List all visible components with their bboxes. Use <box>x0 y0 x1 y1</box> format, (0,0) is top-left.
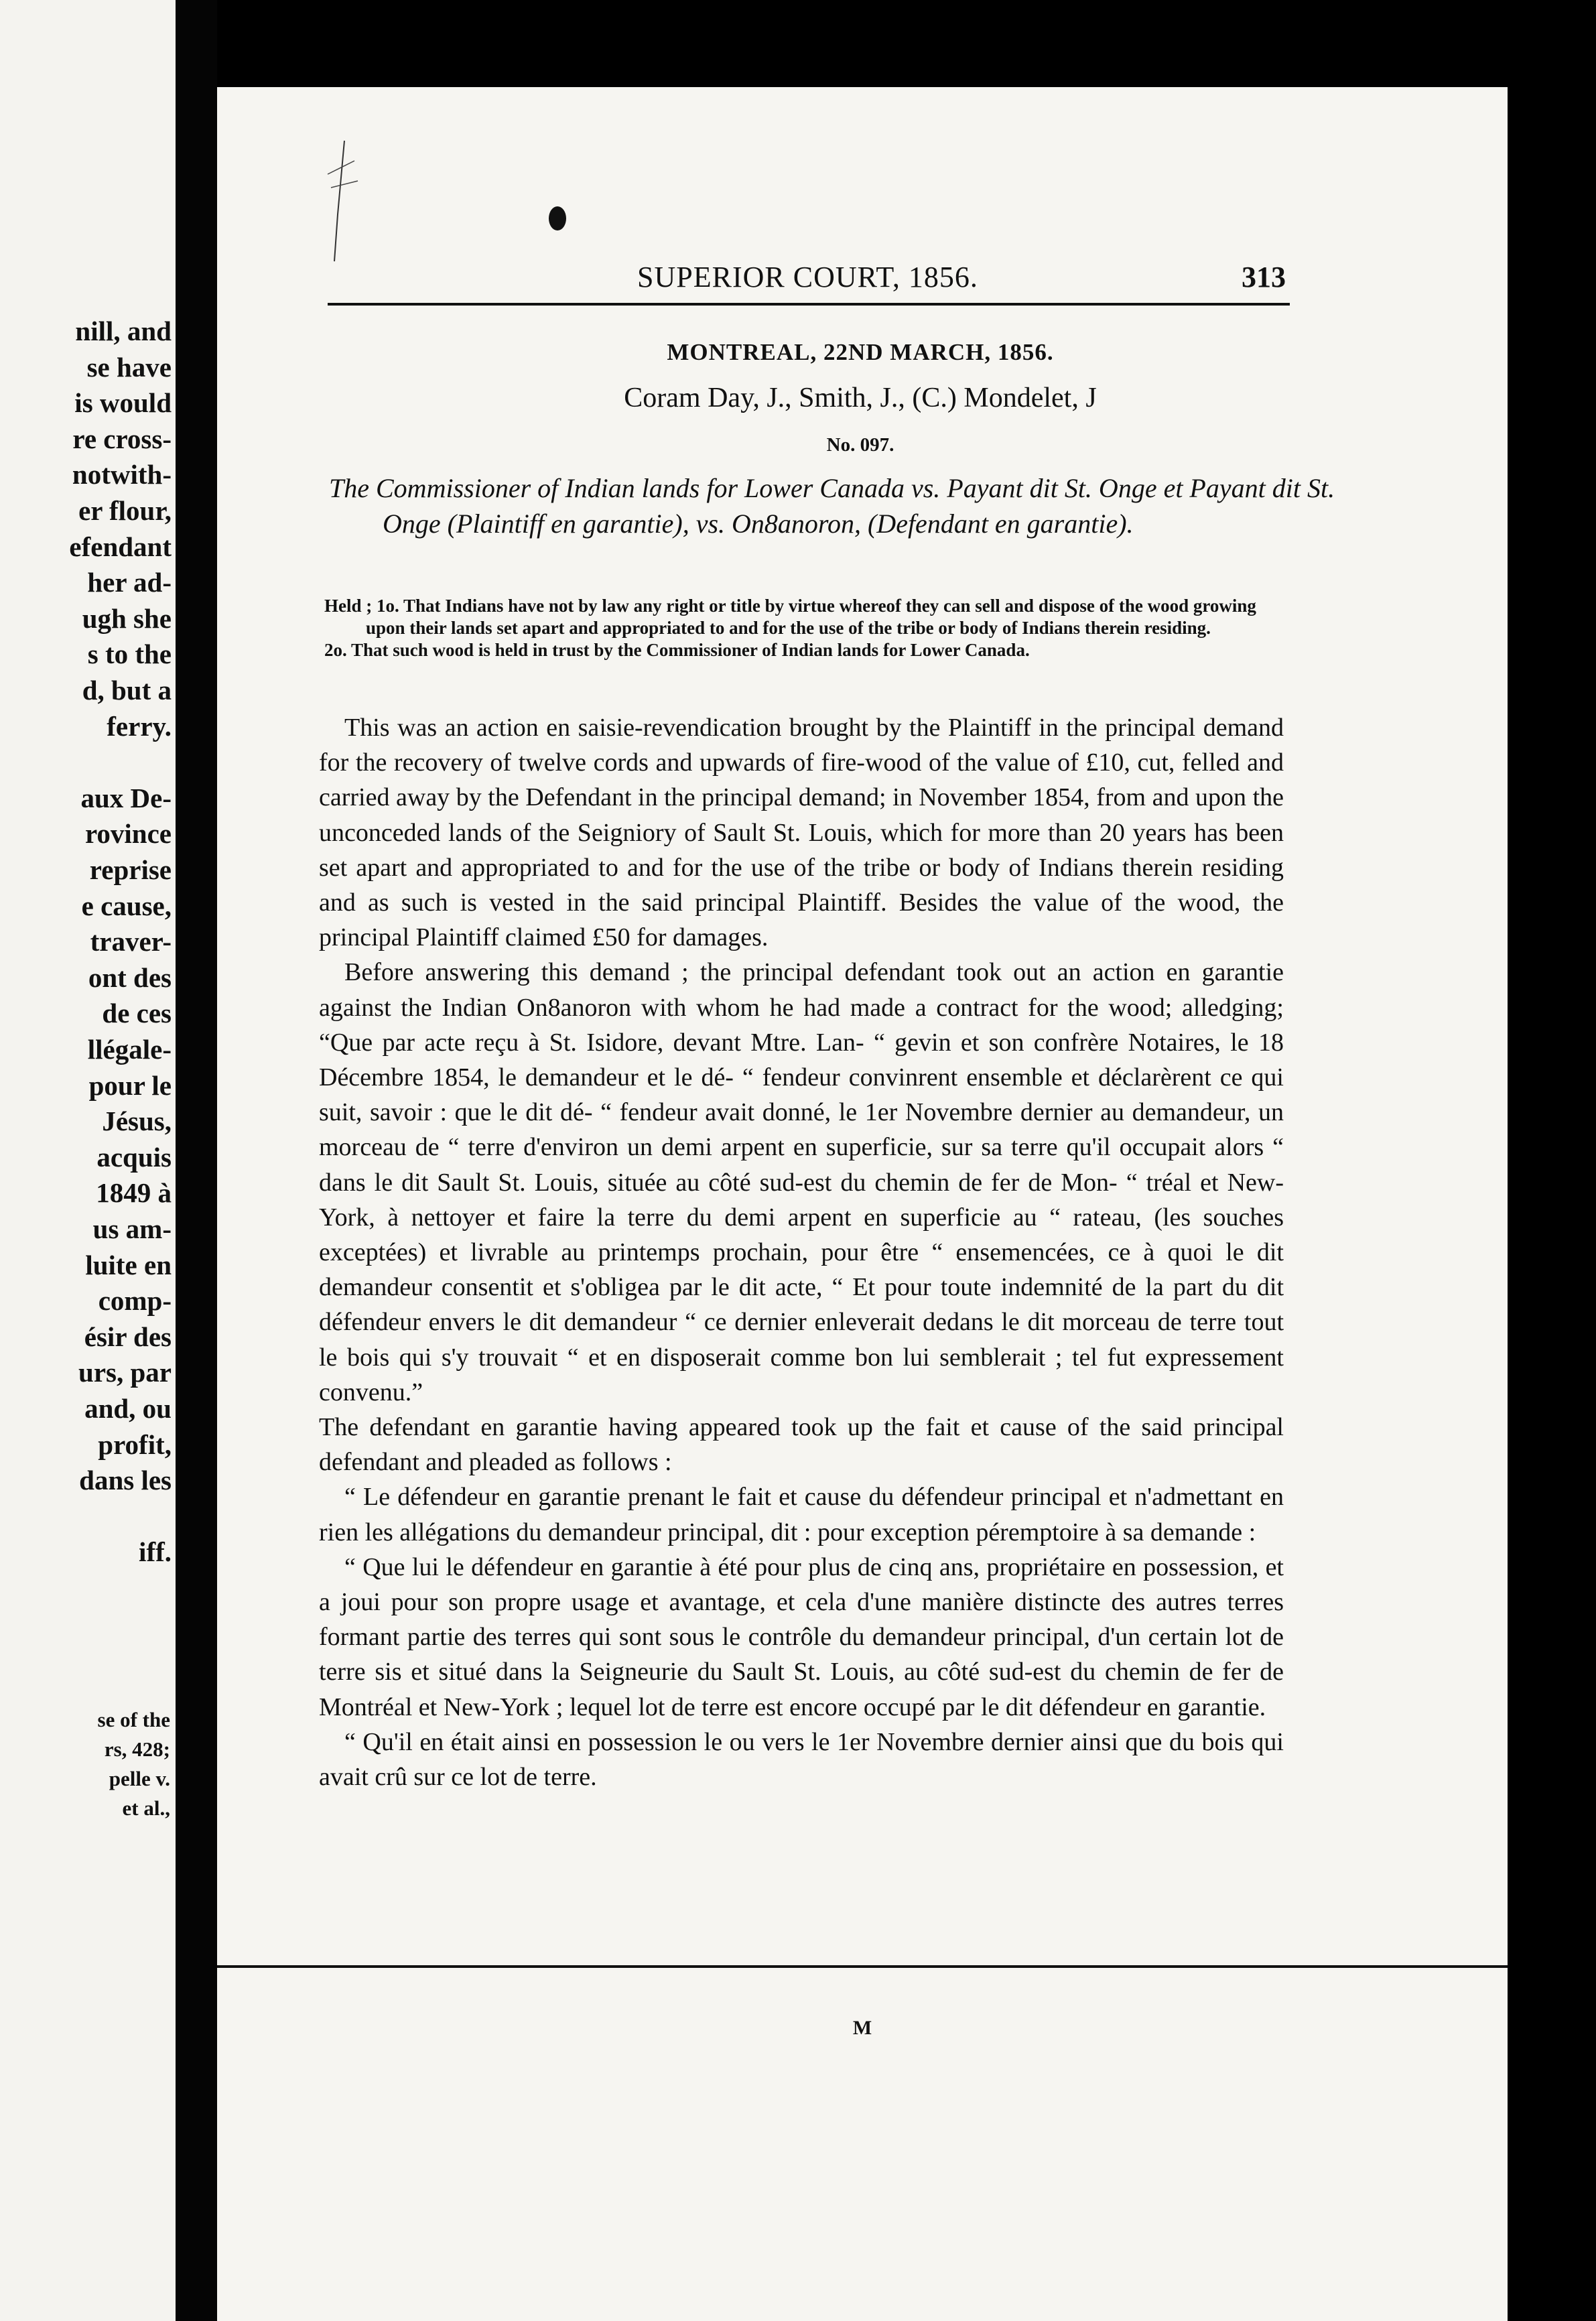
left-page-text-fragment: ont des <box>88 961 172 993</box>
case-title: The Commissioner of Indian lands for Lower Canada vs. Payant dit St. Onge et Payant dit St. Onge (Plaintiff en garantie), vs. On8anoron, (Defendant en garantie). <box>329 473 1335 539</box>
left-page-text-fragment: Jésus, <box>102 1106 172 1137</box>
bottom-rule <box>217 1965 1508 1968</box>
left-page-text-fragment: re cross- <box>72 423 172 454</box>
left-page-text-fragment: rovince <box>84 818 172 850</box>
left-page-footnote-fragment: et al., <box>122 1796 170 1820</box>
left-page-text-fragment: dans les <box>79 1465 172 1496</box>
left-page-text-fragment: iff. <box>139 1536 172 1568</box>
held-point-1: Held ; 1o. That Indians have not by law any right or title by virtue whereof they can sell and dispose of the wood growing upon their lands set apart and appropriated to and for the use of the tribe or body of Indians therein residing. <box>324 596 1256 638</box>
left-page-footnote-fragment: se of the <box>97 1708 170 1731</box>
left-page-text-fragment: d, but a <box>82 675 172 706</box>
left-page-text-fragment: us am- <box>92 1213 172 1244</box>
left-page-text-fragment: acquis <box>96 1141 172 1173</box>
left-page-text-fragment: profit, <box>98 1429 172 1460</box>
pencil-mark-icon <box>318 134 371 268</box>
left-page-text-fragment: ugh she <box>82 602 172 634</box>
left-page-text-fragment: e cause, <box>81 890 172 921</box>
page-gutter <box>176 0 217 2321</box>
held-headnote <box>324 595 1296 661</box>
held-point-2: 2o. That such wood is held in trust by the Commissioner of Indian lands for Lower Canada. <box>324 640 1030 660</box>
left-page-text-fragment: notwith- <box>72 459 172 490</box>
left-page-text-fragment: pour le <box>88 1069 172 1101</box>
left-page-fragment <box>0 0 176 2321</box>
scan-right-border <box>1508 0 1596 2321</box>
page-number: 313 <box>1242 261 1286 293</box>
left-page-footnote-fragment: rs, 428; <box>104 1737 170 1761</box>
paragraph: This was an action en saisie-revendication brought by the Plaintiff in the principal demand for the recovery of twelve cords and upwards of fire-wood of the value of £10, cut, felled and carried away by the Defendant in the principal demand; in November 1854, from and upon the unconceded lands of the Seigniory of Sault St. Louis, which for more than 20 years has been set apart and appropriated to and for the use of the tribe or body of Indians therein residing and as such is vested in the said principal Plaintiff. Besides the value of the wood, the principal Plaintiff claimed £50 for damages. <box>319 714 1284 952</box>
left-page-text-fragment: se have <box>86 351 172 383</box>
left-page-text-fragment: reprise <box>89 854 172 885</box>
document-page <box>217 87 1508 2321</box>
header-rule <box>328 303 1290 306</box>
left-page-footnote-fragment: pelle v. <box>109 1767 170 1790</box>
running-head <box>334 260 1286 295</box>
left-page-text-fragment: de ces <box>102 998 172 1029</box>
dateline: MONTREAL, 22ND MARCH, 1856. <box>667 339 1054 365</box>
left-page-text-fragment: aux De- <box>80 782 172 813</box>
left-page-text-fragment: traver- <box>90 926 172 957</box>
left-page-text-fragment: comp- <box>98 1285 172 1317</box>
scan-top-border <box>217 0 1508 87</box>
paragraph: Before answering this demand ; the principal defendant took out an action en garantie against the Indian On8anoron with whom he had made a contract for the wood; alledging; “Que par acte reçu à St. Isidore, devant Mtre. Lan- “ gevin et son confrère Notaires, le 18 Décembre 1854, le demandeur et le dé- “ fendeur convinrent ensemble et déclarèrent ce qui suit, savoir : que le dit dé- “ fendeur avait donné, le 1er Novembre dernier au demandeur, un morceau de “ terre d'environ un demi arpent en superficie, sur sa terre qu'il occupait alors “ dans le dit Sault St. Louis, située au côté sud-est du chemin de fer de Mon- “ tréal et New-York, à nettoyer et faire la terre du demi arpent en superficie au “ rateau, (les souches exceptées) et livrable au printemps prochain, pour être “ ensemencées, ce à quoi le dit demandeur consentit et s'obligea par le dit acte, “ Et pour toute indemnité de la part du dit défendeur envers le dit demandeur “ ce dernier enleverait dedans le dit morceau de terre tout le bois qui s'y trouvait “ et en disposerait comme bon lui semblerait ; tel fut expressement convenu.” <box>319 958 1284 1406</box>
left-page-text-fragment: 1849 à <box>96 1177 172 1209</box>
left-page-text-fragment: luite en <box>85 1249 172 1280</box>
body-text <box>319 710 1284 1794</box>
left-page-text-fragment: her ad- <box>87 567 172 598</box>
left-page-text-fragment: nill, and <box>75 316 172 346</box>
paragraph: “ Qu'il en était ainsi en possession le ou vers le 1er Novembre dernier ainsi que du bois qui avait crû sur ce lot de terre. <box>319 1727 1284 1792</box>
left-page-text-fragment: er flour, <box>78 495 172 526</box>
signature-mark: M <box>852 2017 872 2039</box>
left-page-text-fragment: is would <box>74 387 172 419</box>
paragraph: The defendant en garantie having appeared took up the fait et cause of the said principal defendant and pleaded as follows : <box>319 1413 1284 1477</box>
ink-blot <box>549 206 566 230</box>
paragraph: “ Le défendeur en garantie prenant le fait et cause du défendeur principal et n'admettant en rien les allégations du demandeur principal, dit : pour exception péremptoire à sa demande : <box>319 1483 1284 1546</box>
paragraph: “ Que lui le défendeur en garantie à été pour plus de cinq ans, propriétaire en possession, et a joui pour son propre usage et avantage, et cela d'une manière distincte des autres terres formant partie des terres qui sont sous le contrôle du demandeur principal, d'un certain lot de terre sis et situé dans la Seigneurie du Sault St. Louis, au côté sud-est du chemin de fer de Montréal et New-York ; lequel lot de terre est encore occupé par le dit défendeur en garantie. <box>319 1552 1284 1721</box>
case-number: No. 097. <box>826 434 894 456</box>
left-page-text-fragment: llégale- <box>87 1034 172 1065</box>
left-page-text-fragment: s to the <box>87 639 172 670</box>
running-title: SUPERIOR COURT, 1856. <box>637 261 978 293</box>
left-page-text-fragment: efendant <box>69 531 172 562</box>
left-page-text-fragment: ésir des <box>84 1321 172 1352</box>
left-page-text-fragment: and, ou <box>84 1393 172 1424</box>
coram-line: Coram Day, J., Smith, J., (C.) Mondelet, J <box>624 383 1097 413</box>
left-page-text-fragment: ferry. <box>107 710 172 742</box>
left-page-text-fragment: urs, par <box>78 1357 172 1388</box>
